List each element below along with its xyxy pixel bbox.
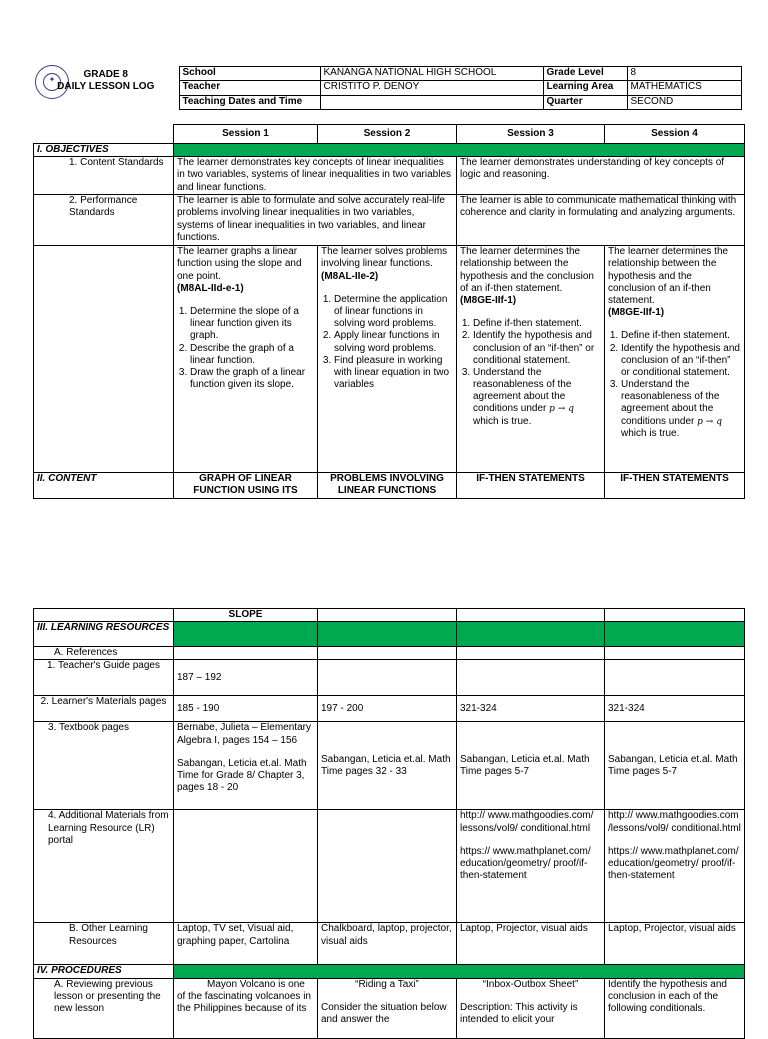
mathplanet-link[interactable]: https:// www.mathplanet.com/ education/geometry/ proof/if-then-statement — [460, 845, 591, 882]
references-label: A. References — [34, 647, 174, 660]
procedures-session-2: “Riding a Taxi” Consider the situation below and answer the — [318, 978, 457, 1038]
school-value: KANANGA NATIONAL HIGH SCHOOL — [320, 67, 543, 81]
teacher-label: Teacher — [179, 81, 320, 96]
grade-level-label: Grade Level — [543, 67, 627, 81]
content-session-1: GRAPH OF LINEAR FUNCTION USING ITS — [174, 473, 318, 499]
other-session-1: Laptop, TV set, Visual aid, graphing paper, Cartolina — [174, 923, 318, 965]
content-session-4: IF-THEN STATEMENTS — [605, 473, 745, 499]
additional-session-4 — [605, 810, 745, 923]
lesson-log-title: GRADE 8 DAILY LESSON LOG — [57, 68, 155, 92]
additional-session-3 — [457, 810, 605, 923]
lm-session-1: 185 - 190 — [174, 696, 318, 722]
mathplanet-link[interactable]: https:// www.mathplanet.com/ education/geometry/ proof/if-then-statement — [608, 845, 739, 882]
objectives-session-3: The learner determines the relationship between the hypothesis and the conclusion of an if-then statement. (M8GE-IIf-1) 1. Define if-then statement. 2. Identify the hypothesis and conclusion of an “if-then” or conditional statement. 3. Understand the reasonableness of the agreement about the conditions under p → q which is true. — [457, 246, 605, 473]
lm-session-2: 197 - 200 — [318, 696, 457, 722]
procedures-heading: IV. PROCEDURES — [34, 965, 174, 978]
objectives-table — [33, 124, 745, 499]
learning-area-value: MATHEMATICS — [627, 81, 741, 96]
lm-label: 2. Learner's Materials pages — [34, 696, 174, 722]
procedures-session-4: Identify the hypothesis and conclusion in each of the following conditionals. — [605, 978, 745, 1038]
textbook-session-3: Sabangan, Leticia et.al. Math Time pages 5-7 — [457, 722, 605, 810]
session-4-header: Session 4 — [605, 125, 745, 144]
reviewing-label: A. Reviewing previous lesson or presenting the new lesson — [34, 978, 174, 1038]
quarter-value: SECOND — [627, 96, 741, 110]
mathgoodies-link[interactable]: http:// www.mathgoodies.com/ lessons/vol9/ conditional.html — [460, 810, 594, 834]
tg-session-1: 187 – 192 — [174, 660, 318, 696]
objectives-session-1: The learner graphs a linear function using the slope and one point. (M8AL-IId-e-1) 1. Determine the slope of a linear function given its graph. 2. Describe the graph of a linear function. 3. Draw the graph of a linear function given its slope. — [174, 246, 318, 473]
other-resources-label: B. Other Learning Resources — [34, 923, 174, 965]
lm-session-4: 321-324 — [605, 696, 745, 722]
header-table — [33, 66, 742, 110]
procedures-bar — [174, 965, 745, 978]
textbook-label: 3. Textbook pages — [34, 722, 174, 810]
deped-seal-icon: ✦ — [35, 65, 69, 99]
resources-bar — [605, 622, 745, 647]
content-heading: II. CONTENT — [34, 473, 174, 499]
grade-level-value: 8 — [627, 67, 741, 81]
mathgoodies-link[interactable]: http:// www.mathgoodies.com /lessons/vol9/ conditional.html — [608, 810, 741, 834]
procedures-session-1: Mayon Volcano is one of the fascinating volcanoes in the Philippines because of its — [174, 978, 318, 1038]
learning-area-label: Learning Area — [543, 81, 627, 96]
objectives-session-2: The learner solves problems involving linear functions. (M8AL-IIe-2) 1. Determine the application of linear functions in solving word problems. 2. Apply linear functions in solving word problems. 3. Find pleasure in working with linear equation in two variables — [318, 246, 457, 473]
session-1-header: Session 1 — [174, 125, 318, 144]
other-session-2: Chalkboard, laptop, projector, visual aids — [318, 923, 457, 965]
textbook-session-2: Sabangan, Leticia et.al. Math Time pages 32 - 33 — [318, 722, 457, 810]
math-expression: p → q — [697, 416, 722, 427]
performance-standards-s12: The learner is able to formulate and solve accurately real-life problems involving linear inequalities in two variables, systems of linear inequalities in two variables, and linear functions. — [174, 195, 457, 246]
objectives-bar — [174, 144, 745, 157]
textbook-session-1: Bernabe, Julieta – Elementary Algebra I, pages 154 – 156 Sabangan, Leticia et.al. Math Time for Grade 8/ Chapter 3, pages 18 - 20 — [174, 722, 318, 810]
procedures-session-3: “Inbox-Outbox Sheet” Description: This activity is intended to elicit your — [457, 978, 605, 1038]
performance-standards-label: 2. Performance Standards — [34, 195, 174, 246]
additional-materials-label: 4. Additional Materials from Learning Resource (LR) portal — [34, 810, 174, 923]
dates-value — [320, 96, 543, 110]
content-session-3: IF-THEN STATEMENTS — [457, 473, 605, 499]
content-standards-label: 1. Content Standards — [34, 157, 174, 195]
content-session-2: PROBLEMS INVOLVING LINEAR FUNCTIONS — [318, 473, 457, 499]
textbook-session-4: Sabangan, Leticia et.al. Math Time pages 5-7 — [605, 722, 745, 810]
other-session-3: Laptop, Projector, visual aids — [457, 923, 605, 965]
teacher-value: CRISTITO P. DENOY — [320, 81, 543, 96]
content-session-1-cont: SLOPE — [174, 609, 318, 622]
school-label: School — [179, 67, 320, 81]
quarter-label: Quarter — [543, 96, 627, 110]
session-2-header: Session 2 — [318, 125, 457, 144]
math-expression: p → q — [549, 404, 574, 415]
performance-standards-s34: The learner is able to communicate mathematical thinking with coherence and clarity in formulating and analyzing arguments. — [457, 195, 745, 246]
objectives-heading: I. OBJECTIVES — [34, 144, 174, 157]
content-standards-s34: The learner demonstrates understanding of key concepts of logic and reasoning. — [457, 157, 745, 195]
tg-label: 1. Teacher's Guide pages — [34, 660, 174, 696]
resources-heading: III. LEARNING RESOURCES — [34, 622, 174, 647]
objectives-session-4: The learner determines the relationship between the hypothesis and the conclusion of an if-then statement. (M8GE-IIf-1) 1. Define if-then statement. 2. Identify the hypothesis and conclusion of an “if-then” or conditional statement. 3. Understand the reasonableness of the agreement about the conditions under p → q which is true. — [605, 246, 745, 473]
dates-label: Teaching Dates and Time — [179, 96, 320, 110]
lm-session-3: 321-324 — [457, 696, 605, 722]
other-session-4: Laptop, Projector, visual aids — [605, 923, 745, 965]
content-standards-s12: The learner demonstrates key concepts of linear inequalities in two variables, systems of linear inequalities in two variables and linear functions. — [174, 157, 457, 195]
resources-table — [33, 608, 745, 1039]
session-3-header: Session 3 — [457, 125, 605, 144]
